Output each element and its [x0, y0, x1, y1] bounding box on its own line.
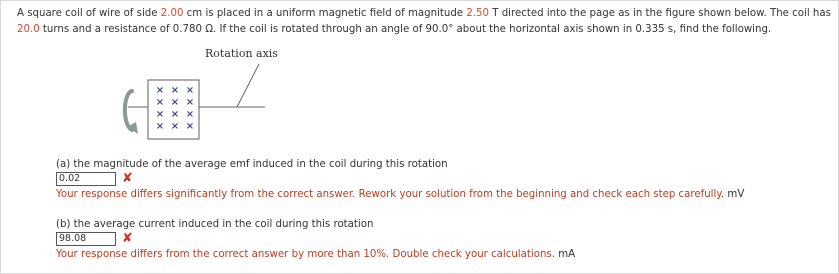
part-b-feedback-text: Your response differs from the correct answer by more than 10%. Double check your calculations.	[56, 249, 555, 260]
rotation-arrow-icon	[125, 91, 138, 134]
side-value: 2.00	[160, 8, 184, 19]
part-b-question: (b) the average current induced in the coil during this rotation	[56, 219, 374, 230]
field-cross-icon: ×	[170, 97, 180, 108]
field-cross-icon: ×	[170, 109, 180, 120]
field-cross-icon: ×	[185, 97, 195, 108]
part-a-feedback	[56, 189, 744, 200]
coil-diagram	[105, 47, 275, 147]
rotation-axis-label: Rotation axis	[205, 47, 278, 60]
problem-text-3: T directed into the page as in the figure shown below. The coil has	[489, 8, 831, 19]
part-a-question: (a) the magnitude of the average emf induced in the coil during this rotation	[56, 159, 448, 170]
field-value: 2.50	[466, 8, 490, 19]
part-a-unit: mV	[727, 189, 745, 200]
field-cross-icon: ×	[170, 121, 180, 132]
turns-value: 20.0	[17, 24, 40, 35]
part-a	[56, 159, 744, 200]
part-b	[56, 219, 575, 260]
part-a-answer-row	[56, 172, 744, 186]
caption-leader-line	[237, 64, 259, 107]
field-crosses	[156, 85, 194, 132]
field-cross-icon: ×	[155, 109, 165, 120]
coil-figure	[105, 47, 278, 147]
field-cross-icon: ×	[185, 85, 195, 96]
field-cross-icon: ×	[185, 121, 195, 132]
part-a-answer-field[interactable]: 0.02	[56, 172, 116, 186]
part-b-answer-row	[56, 232, 575, 246]
problem-text-2: cm is placed in a uniform magnetic field of magnitude	[183, 8, 467, 19]
field-cross-icon: ×	[155, 121, 165, 132]
part-b-feedback	[56, 249, 575, 260]
incorrect-x-icon: ✘	[122, 231, 133, 246]
incorrect-x-icon: ✘	[122, 171, 133, 186]
field-cross-icon: ×	[170, 85, 180, 96]
field-cross-icon: ×	[155, 85, 165, 96]
part-b-unit: mA	[558, 249, 576, 260]
part-a-feedback-text: Your response differs significantly from the correct answer. Rework your solution from the beginning and check each step carefully.	[56, 189, 725, 200]
problem-text-1: A square coil of wire of side	[17, 8, 161, 19]
part-b-answer-field[interactable]: 98.08	[56, 232, 116, 246]
problem-text-4: turns and a resistance of 0.780 Ω. If the coil is rotated through an angle of 90.0° about the horizontal axis shown in 0.335 s, find the following.	[39, 24, 772, 35]
problem-statement	[17, 6, 832, 38]
field-cross-icon: ×	[185, 109, 195, 120]
field-cross-icon: ×	[155, 97, 165, 108]
